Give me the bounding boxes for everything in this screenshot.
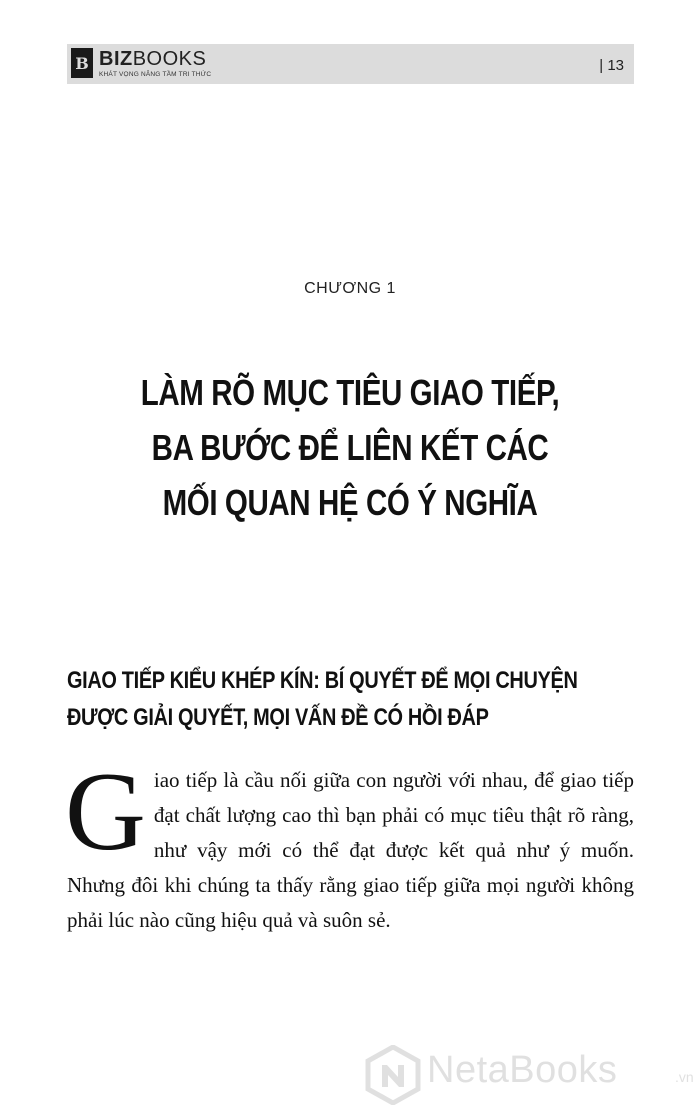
chapter-title-line: MỐI QUAN HỆ CÓ Ý NGHĨA (162, 482, 538, 523)
drop-cap: G (65, 750, 146, 874)
chapter-label: CHƯƠNG 1 (304, 280, 396, 297)
section-heading (67, 662, 607, 736)
watermark-domain: .vn (675, 1069, 694, 1085)
brand-name (99, 48, 206, 71)
chapter-title (104, 365, 596, 530)
netabooks-logo-icon (365, 1045, 421, 1105)
body-text (65, 750, 634, 938)
section-heading-line: ĐƯỢC GIẢI QUYẾT, MỌI VẤN ĐỀ CÓ HỒI ĐÁP (67, 704, 489, 731)
page-number: | 13 (599, 57, 624, 74)
brand-name-light: BOOKS (132, 48, 207, 70)
chapter-title-line: LÀM RÕ MỤC TIÊU GIAO TIẾP, (140, 372, 560, 413)
chapter-title-line: BA BƯỚC ĐỂ LIÊN KẾT CÁC (151, 427, 549, 468)
body-paragraph: iao tiếp là cầu nối giữa con người với nhau, để giao tiếp đạt chất lượng cao thì bạn phải có mục tiêu thật rõ ràng, như vậy mới có thể đạt được kết quả như ý muốn. Nhưng đôi khi chúng ta thấy rằng giao tiếp giữa mọi người không phải lúc nào cũng hiệu quả và suôn sẻ. (67, 768, 634, 932)
section-heading-line: GIAO TIẾP KIỂU KHÉP KÍN: BÍ QUYẾT ĐỂ MỌI CHUYỆN (67, 667, 578, 694)
netabooks-watermark (365, 1045, 695, 1105)
bizbooks-logo-icon: B (71, 48, 93, 78)
brand-tagline: KHÁT VỌNG NÂNG TẦM TRI THỨC (99, 71, 212, 78)
brand-name-bold: BIZ (99, 48, 133, 70)
running-header (67, 44, 634, 84)
watermark-text: NetaBooks (427, 1049, 618, 1091)
